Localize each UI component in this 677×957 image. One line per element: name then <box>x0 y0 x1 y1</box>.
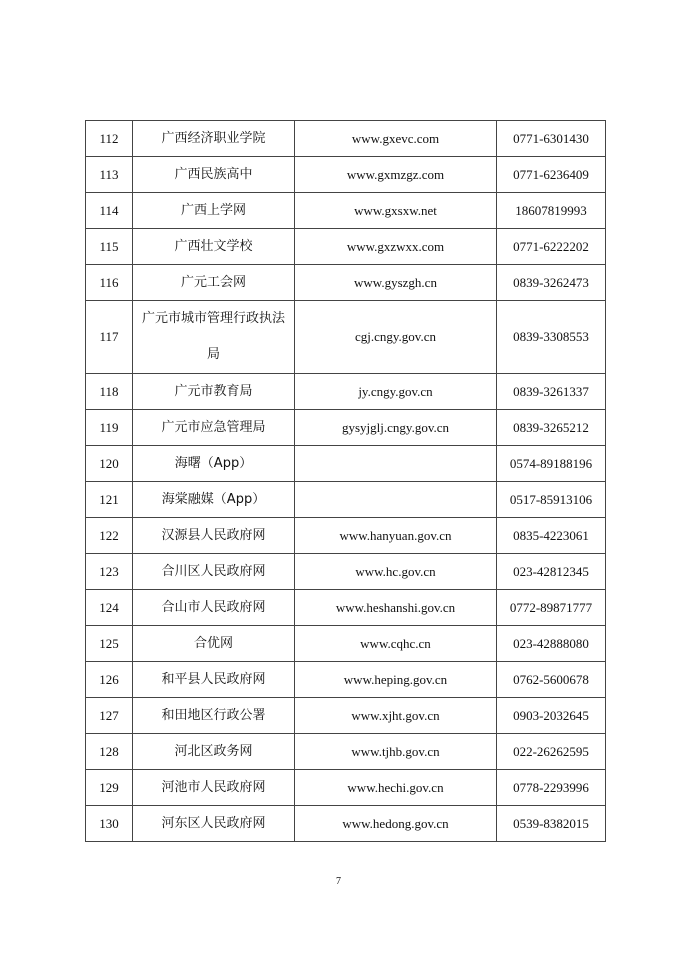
phone-number-cell: 18607819993 <box>497 193 606 229</box>
organization-name-cell: 河东区人民政府网 <box>133 806 295 842</box>
page-number: 7 <box>336 876 341 887</box>
website-url-cell: www.hc.gov.cn <box>295 554 497 590</box>
registry-table-body <box>86 121 606 842</box>
organization-name-cell: 河北区政务网 <box>133 734 295 770</box>
website-url-cell: www.hechi.gov.cn <box>295 770 497 806</box>
table-row <box>86 662 606 698</box>
row-number-cell: 130 <box>86 806 133 842</box>
table-row <box>86 734 606 770</box>
row-number-cell: 124 <box>86 590 133 626</box>
website-url-cell: www.gyszgh.cn <box>295 265 497 301</box>
phone-number-cell: 0839-3262473 <box>497 265 606 301</box>
row-number-cell: 112 <box>86 121 133 157</box>
registry-table <box>85 120 606 842</box>
phone-number-cell: 0574-89188196 <box>497 446 606 482</box>
table-row <box>86 121 606 157</box>
organization-name-cell: 和平县人民政府网 <box>133 662 295 698</box>
phone-number-cell: 0839-3261337 <box>497 374 606 410</box>
phone-number-cell: 0903-2032645 <box>497 698 606 734</box>
phone-number-cell: 022-26262595 <box>497 734 606 770</box>
organization-name-cell: 汉源县人民政府网 <box>133 518 295 554</box>
phone-number-cell: 0771-6222202 <box>497 229 606 265</box>
phone-number-cell: 0772-89871777 <box>497 590 606 626</box>
row-number-cell: 126 <box>86 662 133 698</box>
website-url-cell: gysyjglj.cngy.gov.cn <box>295 410 497 446</box>
website-url-cell: www.gxzwxx.com <box>295 229 497 265</box>
table-row <box>86 374 606 410</box>
row-number-cell: 127 <box>86 698 133 734</box>
organization-name-cell: 和田地区行政公署 <box>133 698 295 734</box>
organization-name-cell: 海曙（App） <box>133 446 295 482</box>
table-row <box>86 554 606 590</box>
website-url-cell: jy.cngy.gov.cn <box>295 374 497 410</box>
table-row <box>86 482 606 518</box>
phone-number-cell: 0771-6236409 <box>497 157 606 193</box>
organization-name-cell: 广元市应急管理局 <box>133 410 295 446</box>
organization-name-cell: 广西民族高中 <box>133 157 295 193</box>
table-row <box>86 301 606 374</box>
organization-name-cell: 广西壮文学校 <box>133 229 295 265</box>
website-url-cell: cgj.cngy.gov.cn <box>295 301 497 374</box>
website-url-cell: www.hanyuan.gov.cn <box>295 518 497 554</box>
organization-name-cell: 海棠融媒（App） <box>133 482 295 518</box>
organization-name-cell: 广西上学网 <box>133 193 295 229</box>
website-url-cell: www.xjht.gov.cn <box>295 698 497 734</box>
table-row <box>86 518 606 554</box>
phone-number-cell: 0771-6301430 <box>497 121 606 157</box>
phone-number-cell: 0839-3308553 <box>497 301 606 374</box>
website-url-cell: www.heshanshi.gov.cn <box>295 590 497 626</box>
website-url-cell: www.tjhb.gov.cn <box>295 734 497 770</box>
phone-number-cell: 0778-2293996 <box>497 770 606 806</box>
row-number-cell: 113 <box>86 157 133 193</box>
organization-name-cell: 合优网 <box>133 626 295 662</box>
row-number-cell: 123 <box>86 554 133 590</box>
table-row <box>86 229 606 265</box>
table-row <box>86 157 606 193</box>
row-number-cell: 117 <box>86 301 133 374</box>
table-row <box>86 626 606 662</box>
row-number-cell: 120 <box>86 446 133 482</box>
organization-name-cell: 广元市城市管理行政执法局 <box>133 301 295 374</box>
row-number-cell: 121 <box>86 482 133 518</box>
phone-number-cell: 0517-85913106 <box>497 482 606 518</box>
website-url-cell <box>295 482 497 518</box>
organization-name-cell: 广元工会网 <box>133 265 295 301</box>
table-row <box>86 698 606 734</box>
website-url-cell: www.cqhc.cn <box>295 626 497 662</box>
row-number-cell: 125 <box>86 626 133 662</box>
row-number-cell: 115 <box>86 229 133 265</box>
table-row <box>86 446 606 482</box>
row-number-cell: 116 <box>86 265 133 301</box>
row-number-cell: 114 <box>86 193 133 229</box>
phone-number-cell: 023-42812345 <box>497 554 606 590</box>
phone-number-cell: 0762-5600678 <box>497 662 606 698</box>
organization-name-cell: 河池市人民政府网 <box>133 770 295 806</box>
website-url-cell: www.gxevc.com <box>295 121 497 157</box>
row-number-cell: 118 <box>86 374 133 410</box>
website-url-cell: www.heping.gov.cn <box>295 662 497 698</box>
table-row <box>86 806 606 842</box>
table-row <box>86 770 606 806</box>
table-row <box>86 265 606 301</box>
organization-name-cell: 合川区人民政府网 <box>133 554 295 590</box>
website-url-cell: www.gxmzgz.com <box>295 157 497 193</box>
table-row <box>86 590 606 626</box>
phone-number-cell: 0539-8382015 <box>497 806 606 842</box>
organization-name-cell: 广西经济职业学院 <box>133 121 295 157</box>
table-row <box>86 193 606 229</box>
phone-number-cell: 023-42888080 <box>497 626 606 662</box>
organization-name-cell: 广元市教育局 <box>133 374 295 410</box>
row-number-cell: 128 <box>86 734 133 770</box>
website-url-cell: www.gxsxw.net <box>295 193 497 229</box>
website-url-cell <box>295 446 497 482</box>
table-row <box>86 410 606 446</box>
phone-number-cell: 0839-3265212 <box>497 410 606 446</box>
organization-name-cell: 合山市人民政府网 <box>133 590 295 626</box>
row-number-cell: 122 <box>86 518 133 554</box>
row-number-cell: 119 <box>86 410 133 446</box>
website-url-cell: www.hedong.gov.cn <box>295 806 497 842</box>
phone-number-cell: 0835-4223061 <box>497 518 606 554</box>
row-number-cell: 129 <box>86 770 133 806</box>
